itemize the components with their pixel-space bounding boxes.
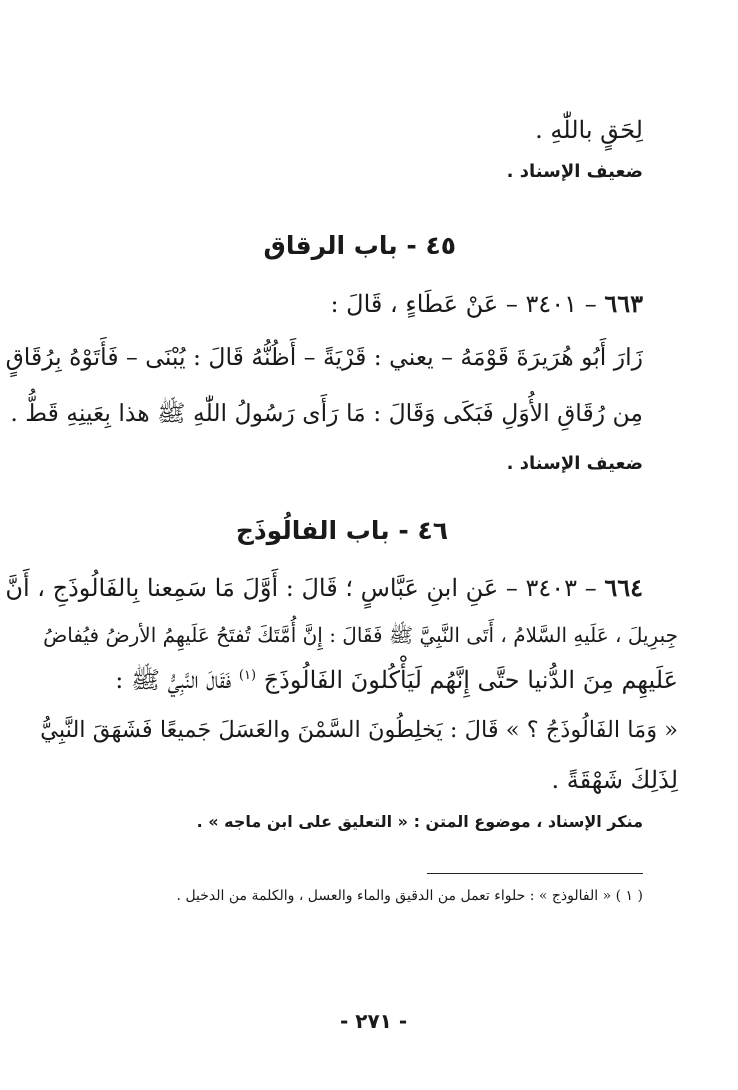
hadith-text-line: [115, 668, 678, 692]
hadith-number: ٦٦٣: [604, 289, 643, 318]
page-number: - ٢٧١ -: [340, 1009, 408, 1033]
hadith-text-line: مِن رُقَاقِ الأُوَلِ فَبَكَى وَقَالَ : مَا رَأَى رَسُولُ اللّٰهِ ﷺ هذا بِعَينِهِ قَطُّ .: [10, 399, 643, 427]
hadith-isnad: – ٣٤٠٣ – عَنِ ابنِ عَبَّاسٍ ؛ قَالَ : أَوَّلَ مَا سَمِعنا بِالفَالُوذَجِ ، أَنَّ: [5, 574, 605, 602]
footnote-text: ( ١ ) « الفالوذج » : حلواء تعمل من الدقيق والماء والعسل ، والكلمة من الدخيل .: [176, 888, 643, 904]
hadith-header: [5, 573, 643, 602]
hadith-text-line: جِبرِيلَ ، عَلَيهِ السَّلامُ ، أَتَى النَّبِيَّ ﷺ فَقَالَ : إِنَّ أُمَّتَكَ تُفتَحُ عَلَيهِمُ الأرضُ فيُفاضُ: [43, 623, 678, 647]
hadith-header: [330, 289, 643, 318]
hadith-text-line: « وَمَا الفَالُوذَجُ ؟ » قَالَ : يَخلِطُونَ السَّمْنَ والعَسَلَ جَميعًا فَشَهَقَ النَّبِيُّ: [40, 717, 678, 743]
footnote-divider: [427, 873, 643, 874]
hadith-number: ٦٦٤: [604, 573, 643, 602]
continuation-line: لِحَقٍ باللّٰهِ .: [535, 116, 643, 144]
hadith-text-segment: عَلَيهِم مِنَ الدُّنيا حتَّى إِنَّهُم لَيَأْكُلونَ الفَالُوذَجَ: [263, 666, 678, 694]
hadith-grade: ضعيف الإسناد .: [506, 161, 643, 182]
hadith-text-line: لِذَلِكَ شَهْقَةً .: [551, 766, 678, 794]
hadith-grade: ضعيف الإسناد .: [506, 453, 643, 474]
footnote-reference: (١): [238, 668, 257, 683]
hadith-isnad: – ٣٤٠١ – عَنْ عَطَاءٍ ، قَالَ :: [330, 290, 605, 318]
hadith-text-line: زَارَ أَبُو هُرَيرَةَ قَوْمَهُ – يعني : قَرْيَةً – أَظُنُّهُ قَالَ : يُبْنَى – فَأَتَوْهُ بِرُقَاقٍ: [5, 343, 643, 371]
hadith-text-segment: فَقَالَ النَّبِيُّ ﷺ :: [115, 666, 232, 694]
hadith-grade: منكر الإسناد ، موضوع المتن : « التعليق على ابن ماجه » .: [196, 812, 643, 831]
chapter-heading: ٤٦ - باب الفالُوذَج: [235, 516, 448, 545]
chapter-heading: ٤٥ - باب الرقاق: [263, 231, 456, 260]
